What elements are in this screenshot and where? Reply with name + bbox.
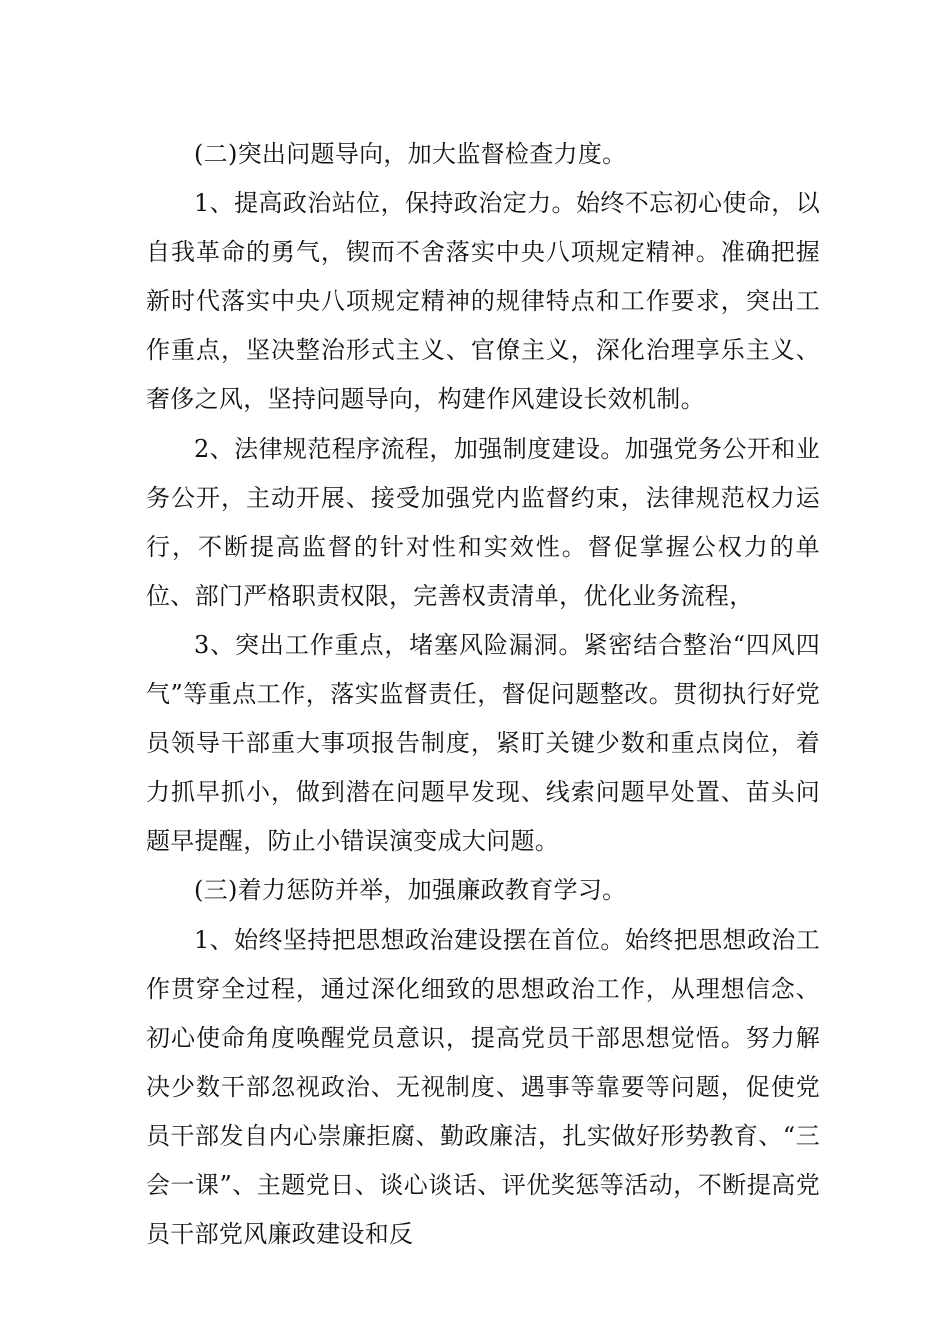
paragraph-item-1: 1、提高政治站位，保持政治定力。始终不忘初心使命，以自我革命的勇气，锲而不舍落实中央八项规定精神。准确把握新时代落实中央八项规定精神的规律特点和工作要求，突出工作重点，坚决整治形式主义、官僚主义，深化治理享乐主义、奢侈之风，坚持问题导向，构建作风建设长效机制。 bbox=[146, 189, 820, 414]
paragraph-item-3: 3、突出工作重点，堵塞风险漏洞。紧密结合整治“四风四气”等重点工作，落实监督责任，督促问题整改。贯彻执行好党员领导干部重大事项报告制度，紧盯关键少数和重点岗位，着力抓早抓小，做到潜在问题早发现、线索问题早处置、苗头问题早提醒，防止小错误演变成大问题。 bbox=[146, 630, 820, 856]
paragraph-item-2: 2、法律规范程序流程，加强制度建设。加强党务公开和业务公开，主动开展、接受加强党内监督约束，法律规范权力运行，不断提高监督的针对性和实效性。督促掌握公权力的单位、部门严格职责权限，完善权责清单，优化业务流程， bbox=[146, 434, 820, 610]
section-heading-2: (二)突出问题导向，加大监督检查力度。 bbox=[194, 140, 627, 168]
section-heading-3: (三)着力惩防并举，加强廉政教育学习。 bbox=[194, 876, 627, 905]
document-body bbox=[146, 130, 820, 1259]
paragraph-item-4: 1、始终坚持把思想政治建设摆在首位。始终把思想政治工作贯穿全过程，通过深化细致的思想政治工作，从理想信念、初心使命角度唤醒党员意识，提高党员干部思想觉悟。努力解决少数干部忽视政治、无视制度、遇事等靠要等问题，促使党员干部发自内心崇廉拒腐、勤政廉洁，扎实做好形势教育、“三会一课”、主题党日、谈心谈话、评优奖惩等活动，不断提高党员干部党风廉政建设和反 bbox=[146, 925, 820, 1249]
